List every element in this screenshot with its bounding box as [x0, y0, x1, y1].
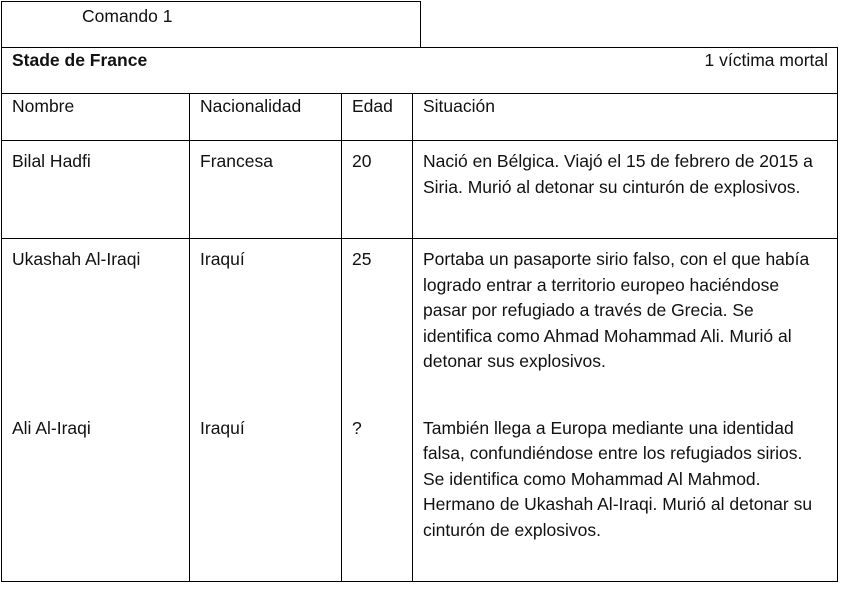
- header-situacion: Situación: [413, 94, 838, 141]
- cell-name: Bilal Hadfi: [2, 141, 190, 239]
- table-row: [2, 416, 838, 582]
- table-header-row: [2, 94, 838, 141]
- cell-nationality: Iraquí: [190, 416, 342, 582]
- cell-nationality: Iraquí: [190, 239, 342, 416]
- cell-name: Ukashah Al-Iraqi: [2, 239, 190, 416]
- header-nombre: Nombre: [2, 94, 190, 141]
- table-row: [2, 141, 838, 239]
- cell-age: 20: [342, 141, 413, 239]
- commando-title-box: [1, 1, 421, 47]
- cell-nationality: Francesa: [190, 141, 342, 239]
- cell-situation: También llega a Europa mediante una identidad falsa, confundiéndose entre los refugiados sirios. Se identifica como Mohammad Al Mahmod. Hermano de Ukashah Al-Iraqi. Murió al detonar su cinturón de explosivos.: [413, 416, 838, 582]
- header-nacionalidad: Nacionalidad: [190, 94, 342, 141]
- cell-age: ?: [342, 416, 413, 582]
- commando-label: Comando 1: [82, 6, 173, 26]
- cell-age: 25: [342, 239, 413, 416]
- venue-row: [2, 48, 838, 94]
- venue-victims: 1 víctima mortal: [704, 50, 829, 70]
- attackers-table: [1, 47, 838, 582]
- table-row: [2, 239, 838, 416]
- venue-cell: [2, 48, 838, 94]
- venue-name: Stade de France: [12, 50, 148, 70]
- cell-situation: Portaba un pasaporte sirio falso, con el que había logrado entrar a territorio europeo haciéndose pasar por refugiado a través de Grecia. Se identifica como Ahmad Mohammad Ali. Murió al detonar sus explosivos.: [413, 239, 838, 416]
- cell-situation: Nació en Bélgica. Viajó el 15 de febrero de 2015 a Siria. Murió al detonar su cinturón de explosivos.: [413, 141, 838, 239]
- header-edad: Edad: [342, 94, 413, 141]
- cell-name: Ali Al-Iraqi: [2, 416, 190, 582]
